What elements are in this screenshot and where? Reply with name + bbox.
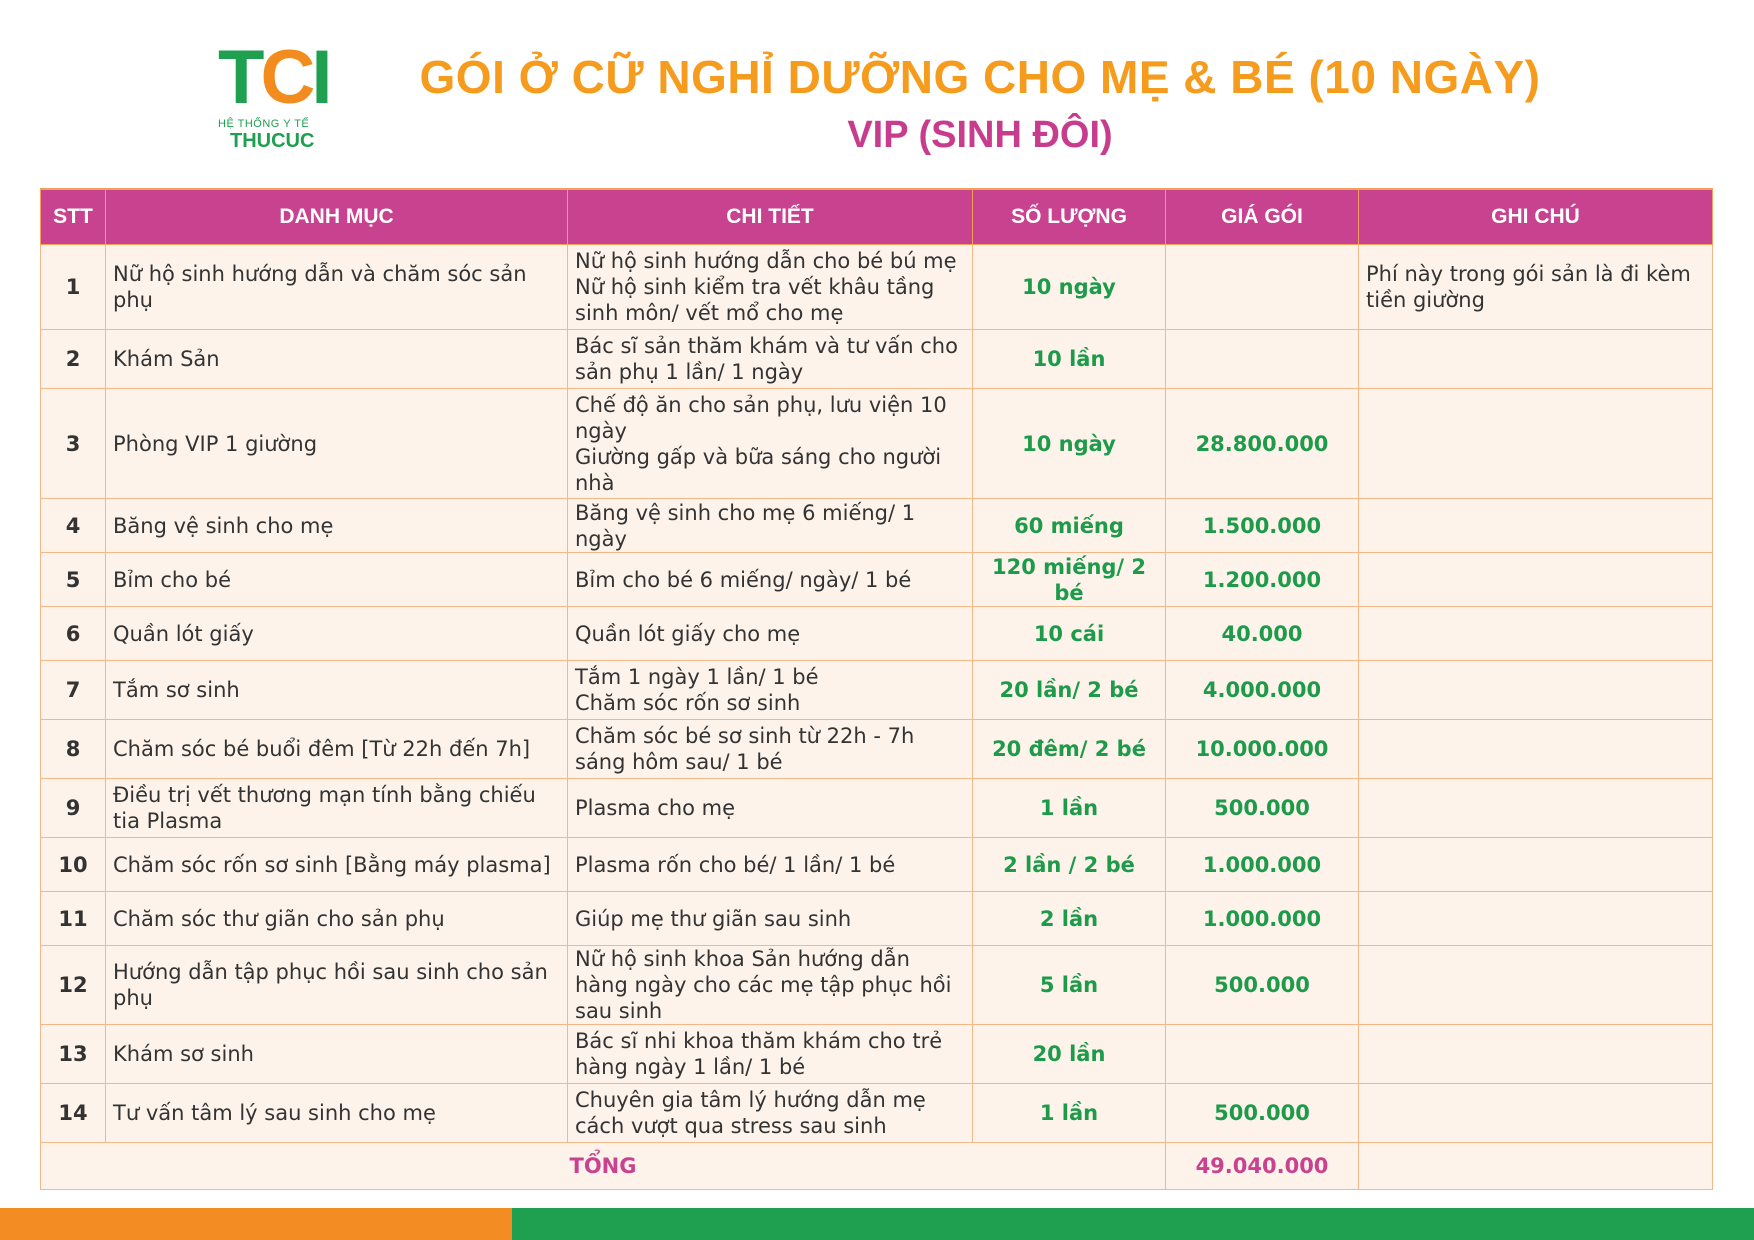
cell-ghi-chu	[1359, 892, 1713, 946]
cell-stt: 10	[41, 838, 106, 892]
chi-tiet-line: Nữ hộ sinh khoa Sản hướng dẫn hàng ngày cho các mẹ tập phục hồi sau sinh	[575, 947, 952, 1023]
cell-chi-tiet	[568, 838, 973, 892]
cell-danh-muc: Chăm sóc thư giãn cho sản phụ	[106, 892, 568, 946]
cell-ghi-chu	[1359, 1025, 1713, 1084]
table-row	[41, 389, 1713, 499]
cell-ghi-chu	[1359, 499, 1713, 553]
chi-tiet-line: Chăm sóc bé sơ sinh từ 22h - 7h sáng hôm sau/ 1 bé	[575, 724, 915, 774]
cell-so-luong: 1 lần	[973, 779, 1166, 838]
cell-so-luong: 1 lần	[973, 1084, 1166, 1143]
logo-name: THUCUC	[230, 130, 315, 152]
cell-stt: 14	[41, 1084, 106, 1143]
cell-danh-muc: Hướng dẫn tập phục hồi sau sinh cho sản phụ	[106, 946, 568, 1025]
cell-danh-muc: Nữ hộ sinh hướng dẫn và chăm sóc sản phụ	[106, 245, 568, 330]
cell-chi-tiet	[568, 1025, 973, 1084]
logo-subtitle: HỆ THỐNG Y TẾ	[218, 118, 310, 130]
cell-danh-muc: Quần lót giấy	[106, 607, 568, 661]
cell-danh-muc: Khám Sản	[106, 330, 568, 389]
cell-stt: 13	[41, 1025, 106, 1084]
cell-chi-tiet	[568, 1084, 973, 1143]
total-row	[41, 1143, 1713, 1190]
cell-so-luong: 20 đêm/ 2 bé	[973, 720, 1166, 779]
chi-tiet-line: Plasma cho mẹ	[575, 796, 736, 820]
page-title: GÓI Ở CỮ NGHỈ DƯỠNG CHO MẸ & BÉ (10 NGÀY)	[419, 51, 1541, 103]
cell-ghi-chu	[1359, 1084, 1713, 1143]
cell-gia-goi: 1.200.000	[1166, 553, 1359, 607]
cell-stt: 6	[41, 607, 106, 661]
cell-gia-goi	[1166, 1025, 1359, 1084]
cell-chi-tiet	[568, 553, 973, 607]
cell-gia-goi: 500.000	[1166, 1084, 1359, 1143]
cell-chi-tiet	[568, 499, 973, 553]
chi-tiet-line: Chuyên gia tâm lý hướng dẫn mẹ cách vượt qua stress sau sinh	[575, 1088, 926, 1138]
cell-chi-tiet	[568, 330, 973, 389]
chi-tiet-line: Bác sĩ nhi khoa thăm khám cho trẻ hàng ngày 1 lần/ 1 bé	[575, 1029, 943, 1079]
cell-ghi-chu	[1359, 661, 1713, 720]
header-gia-goi: GIÁ GÓI	[1166, 189, 1359, 245]
header-ghi-chu: GHI CHÚ	[1359, 189, 1713, 245]
cell-chi-tiet	[568, 946, 973, 1025]
cell-ghi-chu	[1359, 838, 1713, 892]
cell-so-luong: 60 miếng	[973, 499, 1166, 553]
table-row	[41, 779, 1713, 838]
cell-danh-muc: Băng vệ sinh cho mẹ	[106, 499, 568, 553]
cell-so-luong: 2 lần / 2 bé	[973, 838, 1166, 892]
table-row	[41, 661, 1713, 720]
cell-chi-tiet	[568, 607, 973, 661]
chi-tiet-line: Tắm 1 ngày 1 lần/ 1 bé	[575, 665, 819, 689]
cell-danh-muc: Điều trị vết thương mạn tính bằng chiếu tia Plasma	[106, 779, 568, 838]
cell-stt: 11	[41, 892, 106, 946]
cell-chi-tiet	[568, 720, 973, 779]
table-row	[41, 245, 1713, 330]
cell-danh-muc: Tư vấn tâm lý sau sinh cho mẹ	[106, 1084, 568, 1143]
cell-stt: 3	[41, 389, 106, 499]
chi-tiet-line: Bỉm cho bé 6 miếng/ ngày/ 1 bé	[575, 567, 912, 592]
cell-so-luong: 2 lần	[973, 892, 1166, 946]
cell-gia-goi	[1166, 245, 1359, 330]
cell-chi-tiet	[568, 892, 973, 946]
cell-gia-goi: 1.500.000	[1166, 499, 1359, 553]
chi-tiet-line: Nữ hộ sinh kiểm tra vết khâu tầng sinh môn/ vết mổ cho mẹ	[575, 275, 935, 325]
header-stt: STT	[41, 189, 106, 245]
footer-bar-green	[512, 1208, 1754, 1240]
header-chi-tiet: CHI TIẾT	[568, 189, 973, 245]
page-subtitle: VIP (SINH ĐÔI)	[847, 114, 1113, 156]
cell-chi-tiet	[568, 389, 973, 499]
table-row	[41, 1084, 1713, 1143]
cell-chi-tiet	[568, 245, 973, 330]
table-row	[41, 330, 1713, 389]
chi-tiet-line: Chế độ ăn cho sản phụ, lưu viện 10 ngày	[575, 392, 947, 443]
cell-gia-goi: 1.000.000	[1166, 838, 1359, 892]
header-danh-muc: DANH MỤC	[106, 189, 568, 245]
total-value: 49.040.000	[1166, 1143, 1359, 1190]
logo	[218, 35, 329, 154]
cell-gia-goi: 4.000.000	[1166, 661, 1359, 720]
chi-tiet-line: Quần lót giấy cho mẹ	[575, 621, 801, 646]
chi-tiet-line: Băng vệ sinh cho mẹ 6 miếng/ 1 ngày	[575, 500, 916, 551]
table-row	[41, 1025, 1713, 1084]
chi-tiet-line: Bác sĩ sản thăm khám và tư vấn cho sản phụ 1 lần/ 1 ngày	[575, 334, 958, 384]
cell-stt: 7	[41, 661, 106, 720]
cell-ghi-chu	[1359, 720, 1713, 779]
cell-chi-tiet	[568, 661, 973, 720]
cell-ghi-chu: Phí này trong gói sản là đi kèm tiền giường	[1359, 245, 1713, 330]
chi-tiet-line: Giường gấp và bữa sáng cho người nhà	[575, 444, 942, 495]
cell-ghi-chu	[1359, 389, 1713, 499]
cell-so-luong: 20 lần	[973, 1025, 1166, 1084]
cell-gia-goi: 500.000	[1166, 779, 1359, 838]
cell-ghi-chu	[1359, 607, 1713, 661]
cell-stt: 5	[41, 553, 106, 607]
cell-so-luong: 10 ngày	[973, 389, 1166, 499]
total-note	[1359, 1143, 1713, 1190]
table-row	[41, 946, 1713, 1025]
cell-so-luong: 20 lần/ 2 bé	[973, 661, 1166, 720]
logo-mark: TCI	[218, 35, 329, 120]
cell-gia-goi: 28.800.000	[1166, 389, 1359, 499]
cell-danh-muc: Chăm sóc rốn sơ sinh [Bằng máy plasma]	[106, 838, 568, 892]
cell-stt: 12	[41, 946, 106, 1025]
cell-stt: 8	[41, 720, 106, 779]
table-row	[41, 892, 1713, 946]
cell-gia-goi: 1.000.000	[1166, 892, 1359, 946]
cell-danh-muc: Tắm sơ sinh	[106, 661, 568, 720]
table-row	[41, 720, 1713, 779]
table-header-row	[41, 189, 1713, 245]
cell-gia-goi: 40.000	[1166, 607, 1359, 661]
cell-danh-muc: Bỉm cho bé	[106, 553, 568, 607]
cell-so-luong: 10 cái	[973, 607, 1166, 661]
cell-so-luong: 5 lần	[973, 946, 1166, 1025]
cell-stt: 4	[41, 499, 106, 553]
cell-danh-muc: Khám sơ sinh	[106, 1025, 568, 1084]
cell-so-luong: 10 lần	[973, 330, 1166, 389]
footer-bar-orange	[0, 1208, 512, 1240]
cell-chi-tiet	[568, 779, 973, 838]
cell-gia-goi: 10.000.000	[1166, 720, 1359, 779]
table-row	[41, 553, 1713, 607]
package-table	[40, 188, 1713, 1190]
cell-stt: 9	[41, 779, 106, 838]
table-row	[41, 607, 1713, 661]
header-so-luong: SỐ LƯỢNG	[973, 189, 1166, 245]
table-row	[41, 838, 1713, 892]
cell-so-luong: 120 miếng/ 2 bé	[973, 553, 1166, 607]
cell-gia-goi: 500.000	[1166, 946, 1359, 1025]
cell-ghi-chu	[1359, 946, 1713, 1025]
cell-stt: 2	[41, 330, 106, 389]
chi-tiet-line: Giúp mẹ thư giãn sau sinh	[575, 906, 852, 931]
cell-ghi-chu	[1359, 779, 1713, 838]
chi-tiet-line: Plasma rốn cho bé/ 1 lần/ 1 bé	[575, 852, 896, 877]
cell-gia-goi	[1166, 330, 1359, 389]
chi-tiet-line: Nữ hộ sinh hướng dẫn cho bé bú mẹ	[575, 249, 957, 273]
cell-ghi-chu	[1359, 553, 1713, 607]
table-body	[41, 245, 1713, 1190]
table-row	[41, 499, 1713, 553]
cell-danh-muc: Chăm sóc bé buổi đêm [Từ 22h đến 7h]	[106, 720, 568, 779]
cell-so-luong: 10 ngày	[973, 245, 1166, 330]
chi-tiet-line: Chăm sóc rốn sơ sinh	[575, 691, 801, 715]
cell-ghi-chu	[1359, 330, 1713, 389]
total-label: TỔNG	[41, 1143, 1166, 1190]
cell-stt: 1	[41, 245, 106, 330]
cell-danh-muc: Phòng VIP 1 giường	[106, 389, 568, 499]
